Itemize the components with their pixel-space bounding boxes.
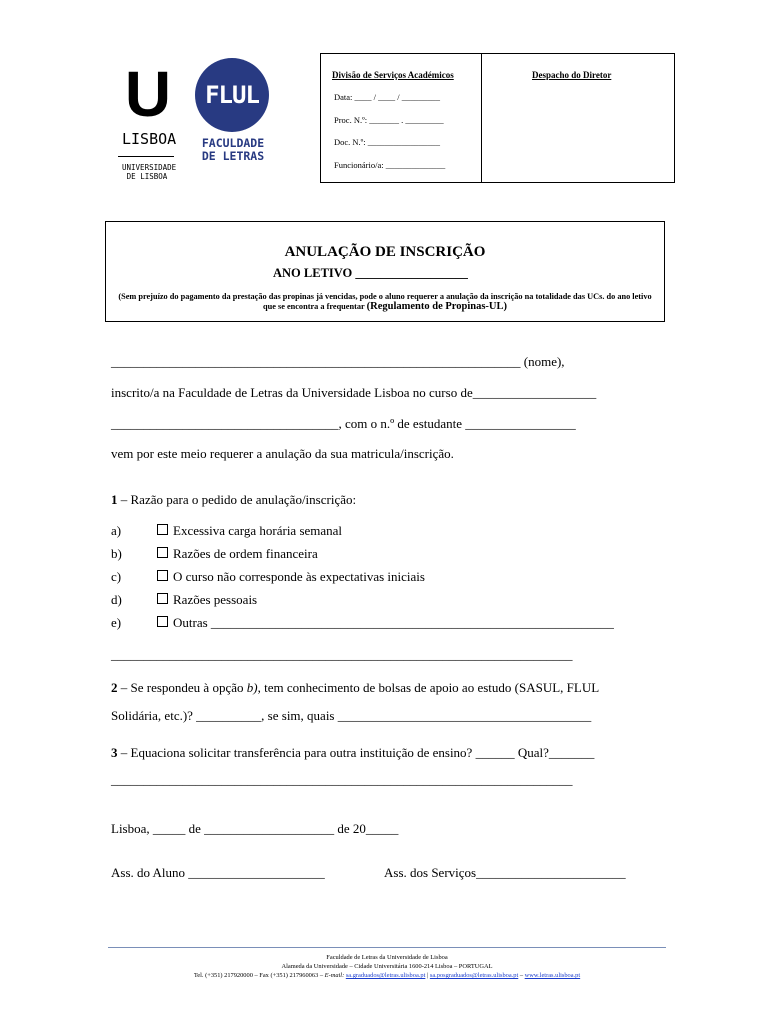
question-2-text-before: – Se respondeu à opção (117, 680, 247, 695)
admin-field-date[interactable]: Data: ____ / ____ / _________ (334, 92, 441, 102)
question-2-answer-line[interactable]: Solidária, etc.)? __________, se sim, quais _______________________________________ (111, 708, 592, 723)
footer-institution: Faculdade de Letras da Universidade de Lisboa (326, 954, 448, 961)
footer-address: Alameda da Universidade – Cidade Universitária 1600-214 Lisboa – PORTUGAL (281, 963, 493, 970)
option-a[interactable] (157, 523, 342, 539)
services-signature[interactable]: Ass. dos Serviços_______________________ (384, 865, 626, 880)
course-field[interactable]: inscrito/a na Faculdade de Letras da Universidade Lisboa no curso de___________________ (111, 385, 597, 400)
academic-services-title: Divisão de Serviços Académicos (332, 70, 454, 80)
question-3[interactable] (111, 745, 594, 761)
flul-logo (195, 58, 269, 132)
question-2 (111, 680, 599, 696)
option-letter: a) (111, 523, 122, 538)
student-number-field[interactable]: ___________________________________, com o n.º de estudante _________________ (111, 416, 576, 431)
title-box (105, 221, 665, 322)
question-2-number: 2 (111, 680, 118, 695)
footer-website-link[interactable]: www.letras.ulisboa.pt (524, 972, 581, 979)
ulisboa-logo (122, 58, 177, 181)
option-letter: c) (111, 569, 122, 584)
academic-year-field[interactable]: ANO LETIVO __________________ (273, 266, 468, 280)
option-label: Outras ______________________________________________________________ (173, 615, 614, 630)
footer-contacts (108, 972, 666, 981)
form-title: ANULAÇÃO DE INSCRIÇÃO (284, 244, 486, 260)
option-b[interactable] (157, 546, 318, 562)
option-label: Razões de ordem financeira (173, 546, 318, 561)
question-1 (111, 492, 356, 508)
flul-logo-caption-line2: DE LETRAS (201, 149, 265, 163)
admin-field-document-number[interactable]: Doc. N.º: _________________ (334, 137, 441, 147)
checkbox-icon[interactable] (157, 570, 168, 581)
question-1-number: 1 (111, 492, 118, 507)
admin-field-process-number[interactable]: Proc. N.º: _______ . _________ (334, 115, 444, 125)
footer-divider (108, 947, 666, 948)
ulisboa-logo-rule (118, 156, 174, 157)
director-dispatch-title: Despacho do Diretor (532, 70, 612, 80)
footer-separator: | (425, 972, 430, 979)
option-letter: d) (111, 592, 122, 607)
question-3-answer-line[interactable]: _______________________________________________________________________ (111, 772, 573, 787)
checkbox-icon[interactable] (157, 593, 168, 604)
option-e[interactable] (157, 615, 614, 631)
title-note-regulation: (Regulamento de Propinas-UL) (366, 301, 508, 312)
date-line[interactable]: Lisboa, _____ de ____________________ de 20_____ (111, 821, 399, 836)
question-3-text: – Equaciona solicitar transferência para outra instituição de ensino? ______ Qual?_______ (117, 745, 595, 760)
checkbox-icon[interactable] (157, 616, 168, 627)
option-letter: e) (111, 615, 122, 630)
option-label: Razões pessoais (173, 592, 258, 607)
footer-phone-fax: Tel. (+351) 217920000 – Fax (+351) 217960063 – (193, 972, 325, 979)
ulisboa-logo-sub-line1: UNIVERSIDADE (122, 163, 177, 172)
question-2-option-ref: b) (246, 680, 258, 695)
option-c[interactable] (157, 569, 425, 585)
ulisboa-logo-sub-line2: DE LISBOA (126, 172, 168, 181)
flul-logo-caption-line1: FACULDADE (201, 136, 265, 150)
title-note (114, 292, 656, 312)
question-1-text: – Razão para o pedido de anulação/inscrição: (117, 492, 357, 507)
ulisboa-logo-sub (122, 163, 177, 181)
question-3-number: 3 (111, 745, 118, 760)
flul-logo-mark: FLUL (205, 81, 259, 109)
footer-email-label: E-mail: (324, 972, 345, 979)
option-d[interactable] (157, 592, 257, 608)
ulisboa-logo-name: LISBOA (122, 130, 177, 148)
checkbox-icon[interactable] (157, 547, 168, 558)
option-label: Excessiva carga horária semanal (173, 523, 343, 538)
title-note-text: (Sem prejuízo do pagamento da prestação das propinas já vencidas, pode o aluno requerer a anulação da inscrição na totalidade das UCs. do ano letivo que se encontra a frequentar (118, 292, 652, 311)
footer-dash: – (518, 972, 525, 979)
flul-logo-caption (195, 137, 271, 163)
question-2-text-after: , tem conhecimento de bolsas de apoio ao estudo (SASUL, FLUL (257, 680, 600, 695)
footer-email-graduados-link[interactable]: sa.graduados@letras.ulisboa.pt (345, 972, 426, 979)
other-reason-line[interactable]: _______________________________________________________________________ (111, 647, 573, 662)
administrative-box-divider (481, 54, 482, 182)
student-signature[interactable]: Ass. do Aluno _____________________ (111, 865, 325, 880)
name-field[interactable]: _______________________________________________________________ (nome), (111, 354, 565, 369)
option-label: O curso não corresponde às expectativas iniciais (173, 569, 425, 584)
footer-email-posgraduados-link[interactable]: sa.posgraduados@letras.ulisboa.pt (429, 972, 519, 979)
admin-field-employee[interactable]: Funcionário/a: ______________ (334, 160, 446, 170)
administrative-box (320, 53, 675, 183)
checkbox-icon[interactable] (157, 524, 168, 535)
request-statement: vem por este meio requerer a anulação da sua matricula/inscrição. (111, 446, 454, 461)
ulisboa-logo-mark: U (124, 58, 170, 130)
option-letter: b) (111, 546, 122, 561)
